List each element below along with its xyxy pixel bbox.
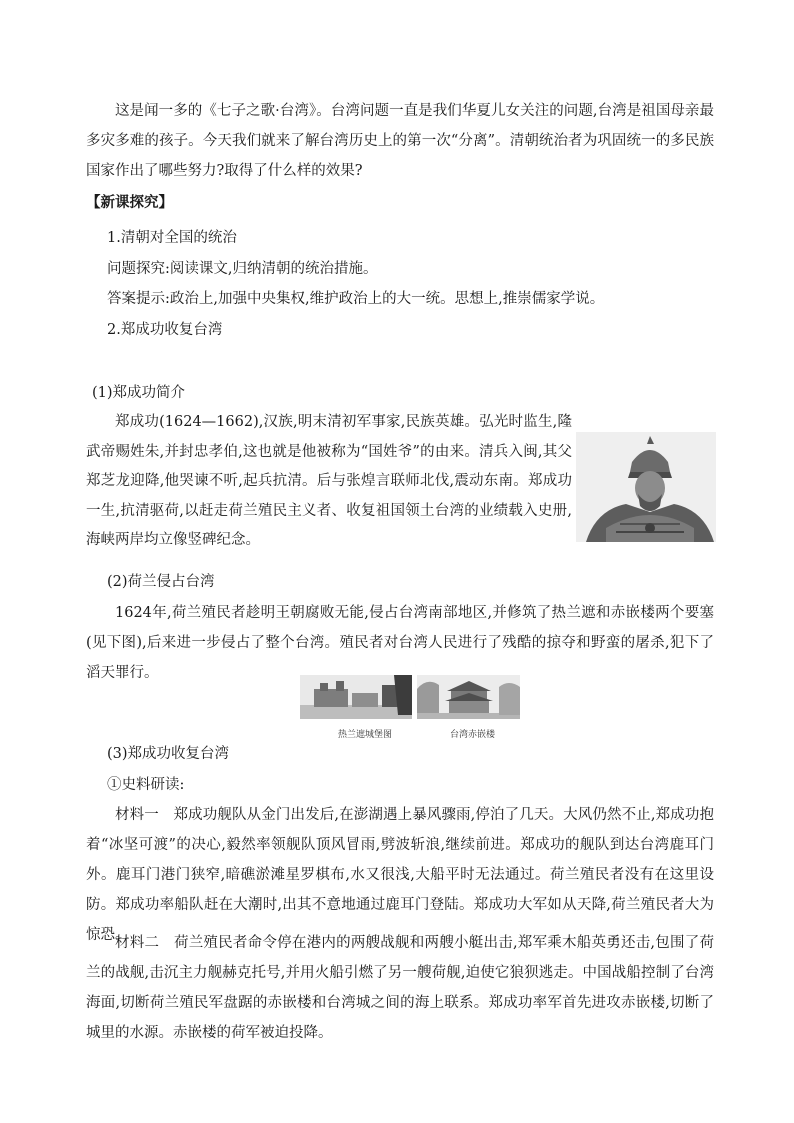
s2-title: 2.郑成功收复台湾 — [107, 322, 223, 338]
chikan-tower-caption: 台湾赤嵌楼 — [450, 730, 496, 740]
s2-sub1-body: 郑成功(1624—1662),汉族,明末清初军事家,民族英雄。弘光时监生,隆武帝赐姓朱,并封忠孝伯,这也就是他被称为“国姓爷”的由来。清兵入闽,其父郑芝龙迎降,他哭谏不听,起兵抗清。后与张煌言联师北伐,震动东南。郑成功一生,抗清驱荷,以赶走荷兰殖民主义者、收复祖国领土台湾的业绩载入史册,海峡两岸均立像竖碑纪念。 — [86, 414, 572, 548]
section-title: 【新课探究】 — [86, 194, 173, 211]
s2-sub2-title: (2)荷兰侵占台湾 — [107, 574, 215, 590]
zeelandia-illustration — [300, 675, 412, 719]
s1-answer: 答案提示:政治上,加强中央集权,维护政治上的大一统。思想上,推崇儒家学说。 — [107, 291, 605, 307]
s1-title: 1.清朝对全国的统治 — [107, 230, 237, 246]
zeelandia-photo — [300, 675, 412, 719]
chikan-tower-illustration — [417, 675, 520, 719]
chikan-tower-photo — [417, 675, 520, 719]
s1-question: 问题探究:阅读课文,归纳清朝的统治措施。 — [107, 261, 378, 277]
s2-sub3-lead: ①史料研读: — [107, 777, 185, 793]
zeelandia-caption: 热兰遮城堡图 — [338, 730, 393, 740]
material-2: 材料二 荷兰殖民者命令停在港内的两艘战舰和两艘小艇出击,郑军乘木船英勇还击,包围了荷兰的战舰,击沉主力舰赫克托号,并用火船引燃了另一艘荷舰,迫使它狼狈逃走。中国战船控制了台湾海面,切断荷兰殖民军盘踞的赤嵌楼和台湾城之间的海上联系。郑成功率军首先进攻赤嵌楼,切断了城里的水源。赤嵌楼的荷军被迫投降。 — [86, 935, 714, 1041]
portrait-illustration — [576, 432, 716, 542]
s2-sub1-title: (1)郑成功简介 — [92, 385, 186, 401]
fortress-photos — [300, 675, 520, 740]
intro-paragraph: 这是闻一多的《七子之歌·台湾》。台湾问题一直是我们华夏儿女关注的问题,台湾是祖国母亲最多灾多难的孩子。今天我们就来了解台湾历史上的第一次“分离”。清朝统治者为巩固统一的多民族国家作出了哪些努力?取得了什么样的效果? — [86, 103, 714, 179]
s2-sub3-title: (3)郑成功收复台湾 — [107, 746, 230, 762]
material-1: 材料一 郑成功舰队从金门出发后,在澎湖遇上暴风骤雨,停泊了几天。大风仍然不止,郑成功抱着“冰坚可渡”的决心,毅然率领舰队顶风冒雨,劈波斩浪,继续前进。郑成功的舰队到达台湾鹿耳门外。鹿耳门港门狭窄,暗礁淤滩星罗棋布,水又很浅,大船平时无法通过。荷兰殖民者没有在这里设防。郑成功率船队赶在大潮时,出其不意地通过鹿耳门登陆。郑成功大军如从天降,荷兰殖民者大为惊恐。 — [86, 807, 714, 943]
s2-sub2-body: 1624年,荷兰殖民者趁明王朝腐败无能,侵占台湾南部地区,并修筑了热兰遮和赤嵌楼两个要塞(见下图),后来进一步侵占了整个台湾。殖民者对台湾人民进行了残酷的掠夺和野蛮的屠杀,犯下了滔天罪行。 — [86, 605, 714, 681]
zheng-chenggong-portrait — [576, 432, 716, 542]
